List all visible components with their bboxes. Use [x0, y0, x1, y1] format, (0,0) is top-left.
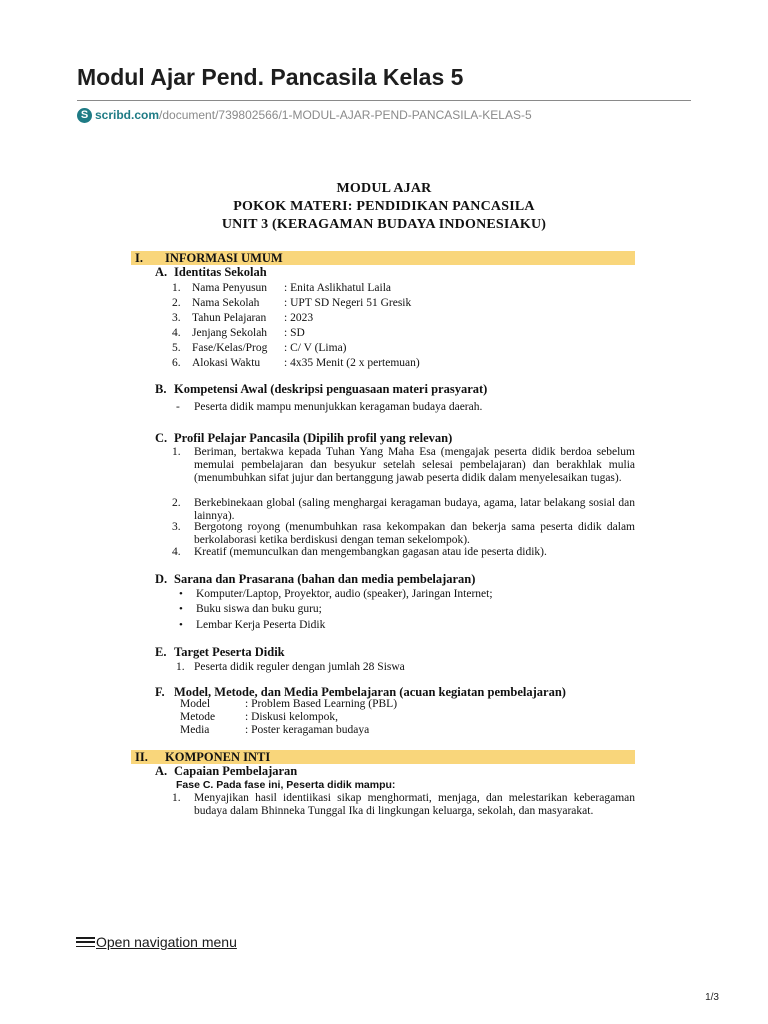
subsection-e-heading: E. Target Peserta Didik	[155, 645, 285, 659]
scribd-logo-icon: S	[77, 108, 92, 123]
doc-heading-2: POKOK MATERI: PENDIDIKAN PANCASILA	[233, 199, 535, 214]
section-title: KOMPONEN INTI	[165, 750, 271, 764]
identity-label: Fase/Kelas/Prog	[192, 342, 268, 354]
profile-item: Beriman, bertakwa kepada Tuhan Yang Maha Esa (mengajak peserta didik berdoa sebelum memulai pembelajaran dan besyukur setelah selesai pembelajaran) dan berakhlak mulia (menumbuhkan sifat jujur dan bertanggung jawab peserta didik dalam menyelesaikan tugas).	[194, 446, 635, 484]
identity-value: : 4x35 Menit (2 x pertemuan)	[284, 357, 420, 369]
subsection-d-heading: D. Sarana dan Prasarana (bahan dan media pembelajaran)	[155, 572, 476, 586]
method-value: : Problem Based Learning (PBL)	[245, 698, 398, 710]
subsection-capaian-heading: A. Capaian Pembelajaran	[155, 764, 298, 778]
subsection-b-heading: B. Kompetensi Awal (deskripsi penguasaan materi prasyarat)	[155, 382, 488, 396]
competency-item: Peserta didik mampu menunjukkan keragaman budaya daerah.	[194, 401, 483, 413]
identity-label: Tahun Pelajaran	[192, 312, 267, 324]
facility-item: Komputer/Laptop, Proyektor, audio (speaker), Jaringan Internet;	[196, 588, 493, 600]
identity-label: Nama Penyusun	[192, 282, 268, 294]
facility-item: Buku siswa dan buku guru;	[196, 603, 322, 615]
identity-label: Nama Sekolah	[192, 297, 260, 309]
method-value: : Poster keragaman budaya	[245, 724, 370, 736]
bullet-icon: •	[179, 603, 183, 615]
source-domain[interactable]: scribd.com	[95, 108, 160, 122]
page-title: Modul Ajar Pend. Pancasila Kelas 5	[77, 64, 464, 90]
method-label: Model	[180, 698, 211, 710]
source-link[interactable]	[77, 106, 532, 124]
identity-label: Alokasi Waktu	[192, 357, 261, 369]
identity-value: : SD	[284, 327, 305, 339]
identity-value: : UPT SD Negeri 51 Gresik	[284, 297, 412, 309]
achievement-item: Menyajikan hasil identiikasi sikap menghormati, menjaga, dan melestarikan keberagaman budaya dalam Bhinneka Tunggal Ika di lingkungan keluarga, sekolah, dan masyarakat.	[194, 792, 635, 817]
phase-label: Fase C. Pada fase ini, Peserta didik mampu:	[176, 779, 396, 791]
identity-value: : 2023	[284, 312, 314, 324]
section-band-komponen-inti	[131, 750, 635, 764]
doc-heading-1: MODUL AJAR	[336, 181, 432, 196]
profile-item: Kreatif (memunculkan dan mengembangkan gagasan atau ide peserta didik).	[194, 546, 547, 558]
facility-item: Lembar Kerja Peserta Didik	[196, 619, 326, 631]
target-item: Peserta didik reguler dengan jumlah 28 Siswa	[194, 661, 405, 673]
section-title: INFORMASI UMUM	[165, 251, 283, 265]
section-band-informasi-umum	[131, 251, 635, 265]
open-navigation-menu-link[interactable]	[76, 933, 237, 951]
subsection-a-heading: A. Identitas Sekolah	[155, 265, 267, 279]
source-path[interactable]: /document/739802566/1-MODUL-AJAR-PEND-PANCASILA-KELAS-5	[159, 108, 532, 122]
doc-heading-3: UNIT 3 (KERAGAMAN BUDAYA INDONESIAKU)	[221, 217, 547, 232]
bullet-icon: •	[179, 588, 183, 600]
bullet-icon: •	[179, 619, 183, 631]
subsection-f-heading: F. Model, Metode, dan Media Pembelajaran (acuan kegiatan pembelajaran)	[155, 685, 566, 699]
method-label: Media	[180, 724, 210, 736]
page-counter: 1/3	[705, 992, 719, 1003]
method-label: Metode	[180, 711, 216, 723]
hamburger-menu-icon	[76, 937, 95, 947]
identity-value: : C/ V (Lima)	[284, 342, 347, 354]
identity-label: Jenjang Sekolah	[192, 327, 268, 339]
title-divider	[77, 100, 691, 101]
profile-item: Berkebinekaan global (saling menghargai keragaman budaya, agama, latar belakang sosial dan lainnya).	[194, 497, 635, 522]
identity-value: : Enita Aslikhatul Laila	[284, 282, 391, 294]
profile-item: Bergotong royong (menumbuhkan rasa kekompakan dan bekerja sama peserta didik dalam berkolaborasi ketika berdiskusi dengan teman sekelompok).	[194, 521, 635, 546]
method-value: : Diskusi kelompok,	[245, 711, 338, 723]
section-number: II.	[135, 750, 148, 764]
dash-marker: -	[176, 401, 180, 413]
subsection-c-heading: C. Profil Pelajar Pancasila (Dipilih profil yang relevan)	[155, 431, 453, 445]
section-number: I.	[135, 251, 143, 265]
open-navigation-menu-label[interactable]: Open navigation menu	[96, 934, 237, 950]
